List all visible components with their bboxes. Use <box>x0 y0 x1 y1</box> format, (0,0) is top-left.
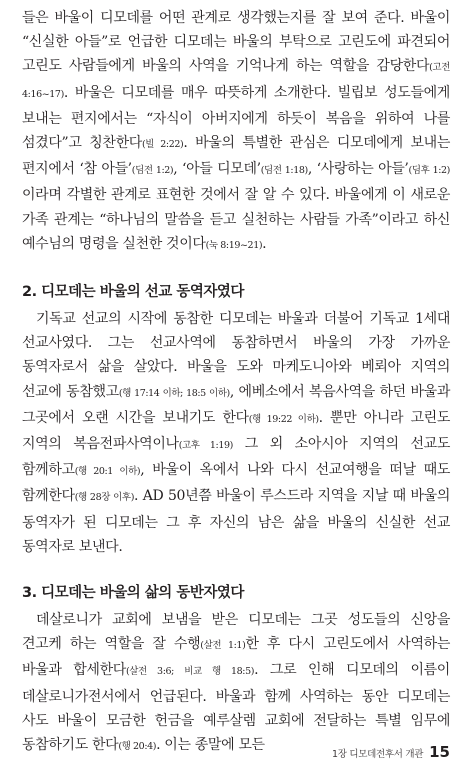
text-run: . <box>262 235 267 252</box>
page-footer <box>332 743 450 761</box>
scripture-reference: (고전 4:16~17) <box>22 62 450 100</box>
text-run: 그 외 소아시아 지역의 선교도 함께하고 <box>22 436 450 479</box>
scripture-reference: (행 28장 이후) <box>74 492 135 504</box>
text-run: . 그로 인해 디모데의 이름이 데살로니가전서에서 언급된다. 바울과 함께 사역하는 동안 디모데는 사도 바울이 모금한 헌금을 예루살렘 교회에 전달하는 특별 임무에 동참하기도 한다 <box>22 662 450 754</box>
text-run: 기독교 선교의 시작에 동참한 디모데는 바울과 더불어 기독교 1세대 선교사였다. 그는 선교사역에 동참하면서 바울의 가장 가까운 동역자로서 삶을 살았다. 바울을 도와 마케도니아와 베뢰아 지역의 선교에 동참했고 <box>22 311 450 400</box>
scripture-reference: (살전 3:6; 비교 행 18:5) <box>125 666 255 678</box>
scripture-reference: (행 19:22 이하) <box>248 413 319 425</box>
scripture-reference: (눅 8:19~21) <box>205 239 263 251</box>
text-run: 데살로니가 교회에 보냄을 받은 디모데는 그곳 성도들의 신앙을 견고케 하는 역할을 잘 수행 <box>22 612 450 653</box>
scripture-reference: (행 17:14 이하; 18:5 이하) <box>118 387 230 399</box>
text-run: , 바울이 옥에서 나와 다시 선교여행을 떠날 때도 함께한다 <box>22 462 450 505</box>
page-number: 15 <box>429 743 450 761</box>
text-run: . 이는 종말에 모든 <box>156 737 265 754</box>
text-run: . AD 50년쯤 바울이 루스드라 지역을 지날 때 바울의 동역자가 된 디모데는 그 후 자신의 남은 삶을 바울의 신실한 선교 동역자로 보낸다. <box>22 488 450 555</box>
text-run: , ‘사랑하는 아들’ <box>307 161 409 178</box>
page-body <box>22 6 450 759</box>
scripture-reference: (살전 1:1) <box>200 640 246 652</box>
section-2-heading: 2. 디모데는 바울의 선교 동역자였다 <box>22 284 244 301</box>
intro-paragraph <box>22 6 450 258</box>
text-run: , 에베소에서 복음사역을 하던 바울과 그곳에서 오랜 시간을 보내기도 한다 <box>22 383 450 426</box>
text-run: , ‘아들 디모데’ <box>173 161 261 178</box>
section-3-paragraph <box>22 608 450 759</box>
running-footer-title: 1장 디모데전후서 개관 <box>332 749 424 760</box>
text-run: . 뿐만 아니라 고린도 지역의 복음전파사역이나 <box>22 409 450 453</box>
scripture-reference: (행 20:4) <box>118 741 157 753</box>
scripture-reference: (빌 2:22) <box>141 139 184 151</box>
scripture-reference: (딤후 1:2) <box>408 165 450 177</box>
text-run: . 바울의 특별한 관심은 디모데에게 보내는 편지에서 ‘참 아들’ <box>22 135 450 178</box>
scripture-reference: (딤전 1:2) <box>131 165 174 177</box>
scripture-reference: (딤전 1:18) <box>260 165 308 177</box>
text-run: 들은 바울이 디모데를 어떤 관계로 생각했는지를 잘 보여 준다. 바울이 “신실한 아들”로 언급한 디모데는 바울의 부탁으로 고린도에 파견되어 고린도 사람들에게 바울의 사역을 기억나게 하는 역할을 감당한다 <box>22 10 450 75</box>
scripture-reference: (고후 1:19) <box>178 440 233 452</box>
text-run: . 바울은 디모데를 매우 따뜻하게 소개한다. 빌립보 성도들에게 보내는 편지에서는 “자식이 아버지에게 하듯이 복음을 위하여 나를 섬겼다”고 칭찬한다 <box>22 84 450 152</box>
section-2-paragraph <box>22 307 450 559</box>
text-run: 한 후 다시 고린도에서 사역하는 바울과 합세한다 <box>22 636 450 679</box>
scripture-reference: (행 20:1 이하) <box>74 466 141 478</box>
text-run: 이라며 각별한 관계로 표현한 것에서 잘 알 수 있다. 바울에게 이 새로운 가족 관계는 “하나님의 말씀을 듣고 실천하는 사람들 가족”이라고 하신 예수님의 명령을 실천한 것이다 <box>22 187 450 252</box>
section-3-heading: 3. 디모데는 바울의 삶의 동반자였다 <box>22 585 244 602</box>
